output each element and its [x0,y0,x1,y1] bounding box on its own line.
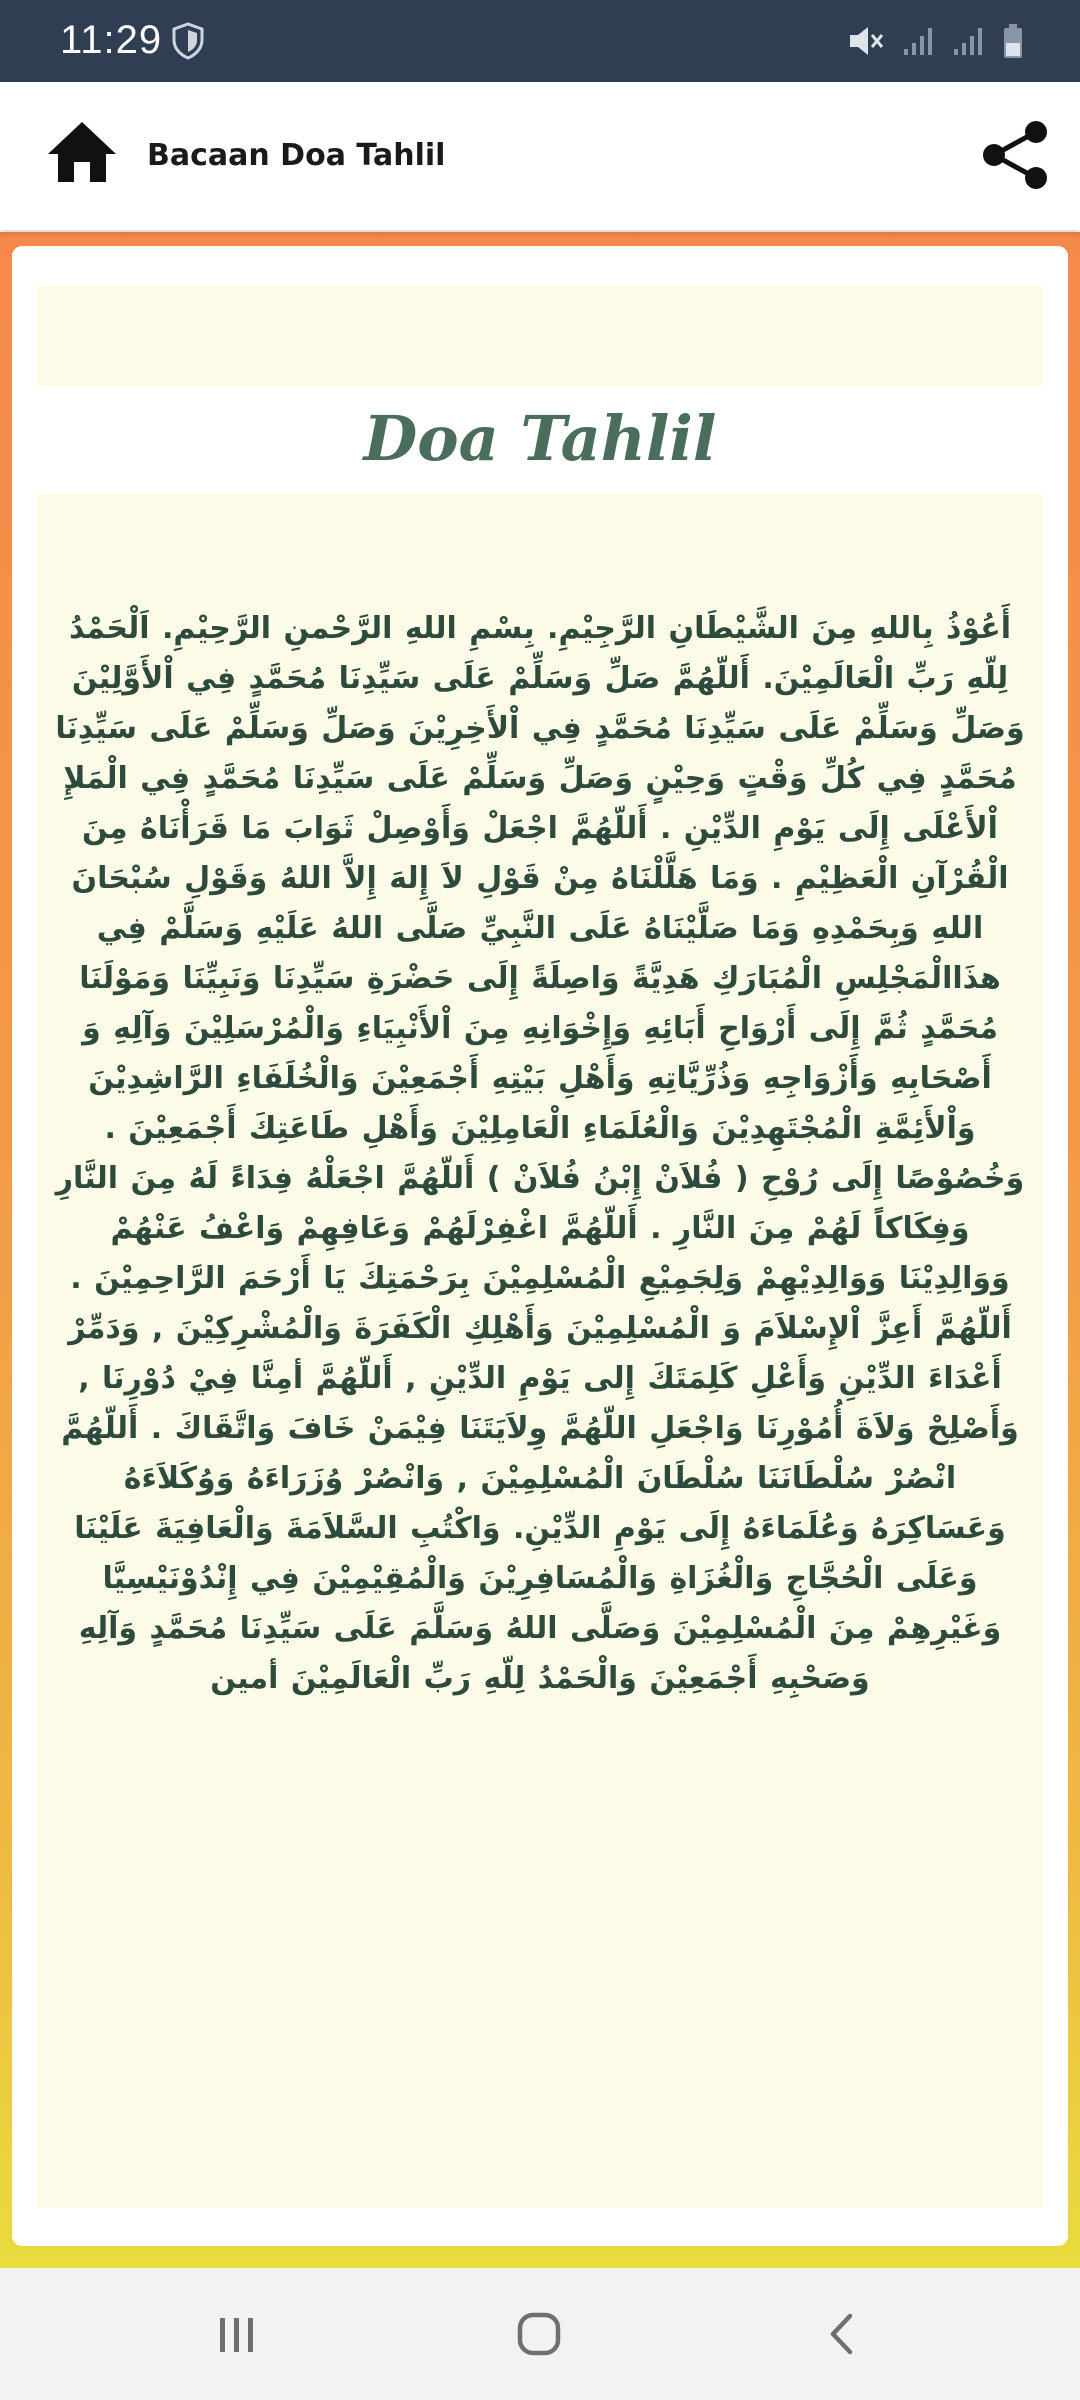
shield-icon [171,22,205,60]
app-title: Bacaan Doa Tahlil [147,138,446,173]
mute-icon [846,23,884,59]
recent-apps-icon[interactable] [200,2298,272,2370]
status-icons [846,20,1024,62]
home-icon[interactable] [46,118,118,186]
top-band [37,286,1043,386]
signal-icon [952,25,984,57]
share-icon[interactable] [980,118,1050,192]
back-chevron-icon[interactable] [806,2298,878,2370]
content-card [12,246,1068,2246]
navigation-bar [0,2268,1080,2400]
status-bar [0,0,1080,82]
signal-icon [902,25,934,57]
home-circle-icon[interactable] [503,2298,575,2370]
battery-icon [1002,23,1024,59]
app-bar [0,82,1080,230]
text-panel[interactable] [37,494,1043,2208]
arabic-doa-text: أَعُوْذُ بِاللهِ مِنَ الشَّيْطَانِ الرَّجِيْمِ. بِسْمِ اللهِ الرَّحْمنِ الرَّحِيْمِ. اَلْحَمْدُ لِلّهِ رَبِّ الْعَالَمِيْنَ. أَللّهُمَّ صَلِّ وَسَلِّمْ عَلَى سَيِّدِنَا مُحَمَّدٍ فِي اْلأَوَّلِيْنَ وَصَلِّ وَسَلِّمْ عَلَى سَيِّدِنَا مُحَمَّدٍ فِي اْلأَخِرِيْنَ وَصَلِّ وَسَلِّمْ عَلَى سَيِّدِنَا مُحَمَّدٍ فِي كُلِّ وَقْتٍ وَحِيْنٍ وَصَلِّ وَسَلِّمْ عَلَى سَيِّدِنَا مُحَمَّدٍ فِي الْمَلإِ اْلأَعْلَى إِلَى يَوْمِ الدِّيْنِ . أَللّهُمَّ اجْعَلْ وَأَوْصِلْ ثَوَابَ مَا قَرَأْنَاهُ مِنَ الْقُرْآنِ الْعَظِيْمِ . وَمَا هَلَّلْنَاهُ مِنْ قَوْلِ لاَ إِلهَ إِلاَّ اللهُ وَقَوْلِ سُبْحَانَ اللهِ وَبِحَمْدِهِ وَمَا صَلَّيْنَاهُ عَلَى النَّبِيِّ صَلَّى اللهُ عَلَيْهِ وَسَلَّمْ فِي هذَاالْمَجْلِسِ الْمُبَارَكِ هَدِيَّةً وَاصِلَةً إِلَى حَضْرَةِ سَيِّدِنَا وَنَبِيِّنَا وَمَوْلَنَا مُحَمَّدٍ ثُمَّ إِلَى أَرْوَاحِ أَبَائِهِ وَإِخْوَانِهِ مِنَ اْلأَنْبِيَاءِ وَالْمُرْسَلِيْنَ وَآلِهِ وَ أَصْحَابِهِ وَأَزْوَاجِهِ وَذُرِّيَّاتِهِ وَأَهْلِ بَيْتِهِ أَجْمَعِيْنَ وَالْخُلَفَاءِ الرَّاشِدِيْنَ وَاْلأَئِمَّةِ الْمُجْتَهِدِيْنَ وَالْعُلَمَاءِ الْعَامِلِيْنَ وَأَهْلِ طَاعَتِكَ أَجْمَعِيْنَ . وَخُصُوْصًا إِلَى رُوْحِ ( فُلاَنْ إِبْنُ فُلاَنْ ) أَللّهُمَّ اجْعَلْهُ فِدَاءً لَهُ مِنَ النَّارِ وَفِكَاكاً لَهُمْ مِنَ النَّارِ . أَللّهُمَّ اغْفِرْلَهُمْ وَعَافِهِمْ وَاعْفُ عَنْهُمْ وَوَالِدِيْنَا وَوَالِدِيْهِمْ وَلِجَمِيْعِ الْمُسْلِمِيْنَ بِرَحْمَتِكَ يَا أَرْحَمَ الرَّاحِمِيْنَ . أَللّهُمَّ أَعِزَّ اْلإِسْلاَمَ وَ الْمُسْلِمِيْنَ وَأَهْلِكِ الْكَفَرَةَ وَالْمُشْرِكِيْنَ , وَدَمِّرْ أَعْدَاءَ الدِّيْنِ وَأَعْلِ كَلِمَتَكَ إِلى يَوْمِ الدِّيْنِ , أَللّهُمَّ أمِنَّا فِيْ دُوْرِنَا , وَأَصْلِحْ وَلاَةَ أُمُوْرِنَا وَاجْعَلِ اللّهُمَّ وِلاَيَتَنَا فِيْمَنْ خَافَ وَاتَّقَاكَ . أَللّهُمَّ انْصُرْ سُلْطَانَنَا سُلْطَانَ الْمُسْلِمِيْنَ , وَانْصُرْ وُزَرَاءَهُ وَوُكَلاَءَهُ وَعَسَاكِرَهُ وَعُلَمَاءَهُ إِلَى يَوْمِ الدِّيْنِ. وَاكْتُبِ السَّلاَمَةَ وَالْعَافِيَةَ عَلَيْنَا وَعَلَى الْحُجَّاجِ وَالْغُزَاةِ وَالْمُسَافِرِيْنَ وَالْمُقِيْمِيْنَ فِي إِنْدُوْنَيْسِيَّا وَغَيْرِهِمْ مِنَ الْمُسْلِمِيْنَ وَصَلَّى اللهُ وَسَلَّمَ عَلَى سَيِّدِنَا مُحَمَّدٍ وَآلِهِ وَصَحْبِهِ أَجْمَعِيْنَ وَالْحَمْدُ لِلّهِ رَبِّ الْعَالَمِيْنَ أمين [55,611,1025,1696]
content-frame [0,232,1080,2268]
status-time: 11:29 [60,18,163,62]
doa-title: Doa Tahlil [363,402,717,475]
